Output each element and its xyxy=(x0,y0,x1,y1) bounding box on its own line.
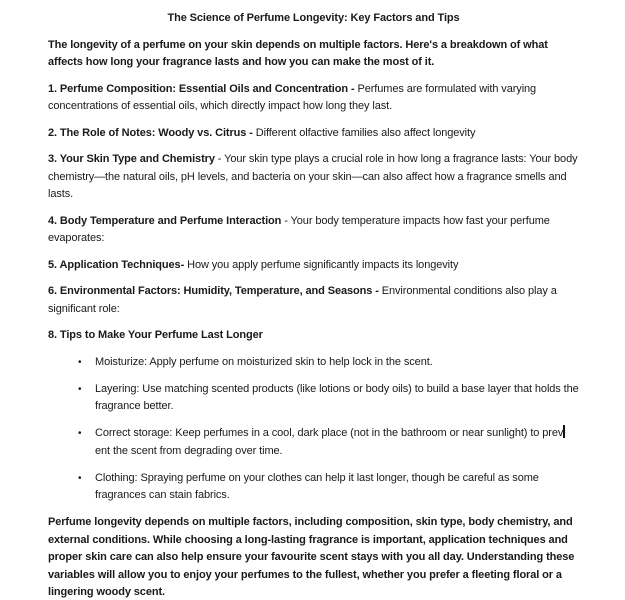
section-5-heading: 5. Application Techniques- xyxy=(48,258,185,271)
tip-item-layering[interactable] xyxy=(48,381,579,416)
tip-text-moisturize: Moisturize: Apply perfume on moisturized skin to help lock in the scent. xyxy=(95,355,433,368)
tip-text-layering: Layering: Use matching scented products (like lotions or body oils) to build a base layer that holds the fragrance better. xyxy=(95,382,579,412)
section-1-body: Perfumes are formulated with varying concentrations of essential oils, which directly impact how long they last. xyxy=(48,82,537,112)
section-6-heading: 6. Environmental Factors: Humidity, Temperature, and Seasons - xyxy=(48,285,382,297)
section-paragraph-1[interactable] xyxy=(48,81,579,116)
bullet-icon: • xyxy=(78,428,82,439)
bullet-icon: • xyxy=(78,356,82,368)
section-paragraph-2[interactable] xyxy=(48,125,579,143)
section-paragraph-4[interactable] xyxy=(48,213,579,248)
section-4-heading: 4. Body Temperature and Perfume Interaction xyxy=(48,214,282,227)
section-4-body: - Your body temperature impacts how fast your perfume evaporates: xyxy=(48,214,550,244)
tip-item-moisturize[interactable] xyxy=(48,354,579,372)
bullet-icon: • xyxy=(78,472,82,484)
tip-text-storage xyxy=(95,425,579,460)
tip-text-after-cursor: ent the scent from degrading over time. xyxy=(95,444,283,457)
section-2-body: Different olfactive families also affect longevity xyxy=(255,126,476,139)
document-title[interactable]: The Science of Perfume Longevity: Key Factors and Tips xyxy=(167,12,460,24)
section-paragraph-6[interactable] xyxy=(48,283,579,318)
conclusion-paragraph[interactable]: Perfume longevity depends on multiple factors, including composition, skin type, body chemistry, and external conditions. While choosing a long-lasting fragrance is important, application techniques and proper skin care can also help ensure your favourite scent stays with you all day. Understanding these variables will allow you to enjoy your perfumes to the fullest, whether you prefer a fleeting floral or a lingering woody scent. xyxy=(48,516,575,598)
section-paragraph-3[interactable] xyxy=(48,151,579,204)
section-paragraph-5[interactable] xyxy=(48,257,579,275)
tips-heading[interactable]: 8. Tips to Make Your Perfume Last Longer xyxy=(48,329,263,341)
section-6-body: Environmental conditions also play a significant role: xyxy=(48,285,557,315)
section-2-heading: 2. The Role of Notes: Woody vs. Citrus - xyxy=(48,126,256,139)
tip-text-clothing: Clothing: Spraying perfume on your clothes can help it last longer, though be careful as some fragrances can stain fabrics. xyxy=(95,471,539,501)
tips-list xyxy=(48,354,579,505)
intro-paragraph[interactable]: The longevity of a perfume on your skin depends on multiple factors. Here's a breakdown of what affects how long your fragrance lasts and how you can make the most of it. xyxy=(48,38,548,68)
section-1-heading: 1. Perfume Composition: Essential Oils and Concentration - xyxy=(48,82,358,95)
section-3-body: - Your skin type plays a crucial role in how long a fragrance lasts: Your body chemistry—the natural oils, pH levels, and bacteria on your skin—can also affect how a fragrance smells and lasts. xyxy=(48,153,578,200)
tip-item-clothing[interactable] xyxy=(48,470,579,505)
bullet-icon: • xyxy=(78,383,82,395)
section-5-body: How you apply perfume significantly impacts its longevity xyxy=(184,258,459,271)
tip-item-storage[interactable] xyxy=(48,425,579,460)
tip-text-before-cursor: Correct storage: Keep perfumes in a cool, dark place (not in the bathroom or near sunlight) to prev xyxy=(95,427,564,439)
section-3-heading: 3. Your Skin Type and Chemistry xyxy=(48,153,215,165)
text-cursor xyxy=(563,425,565,438)
